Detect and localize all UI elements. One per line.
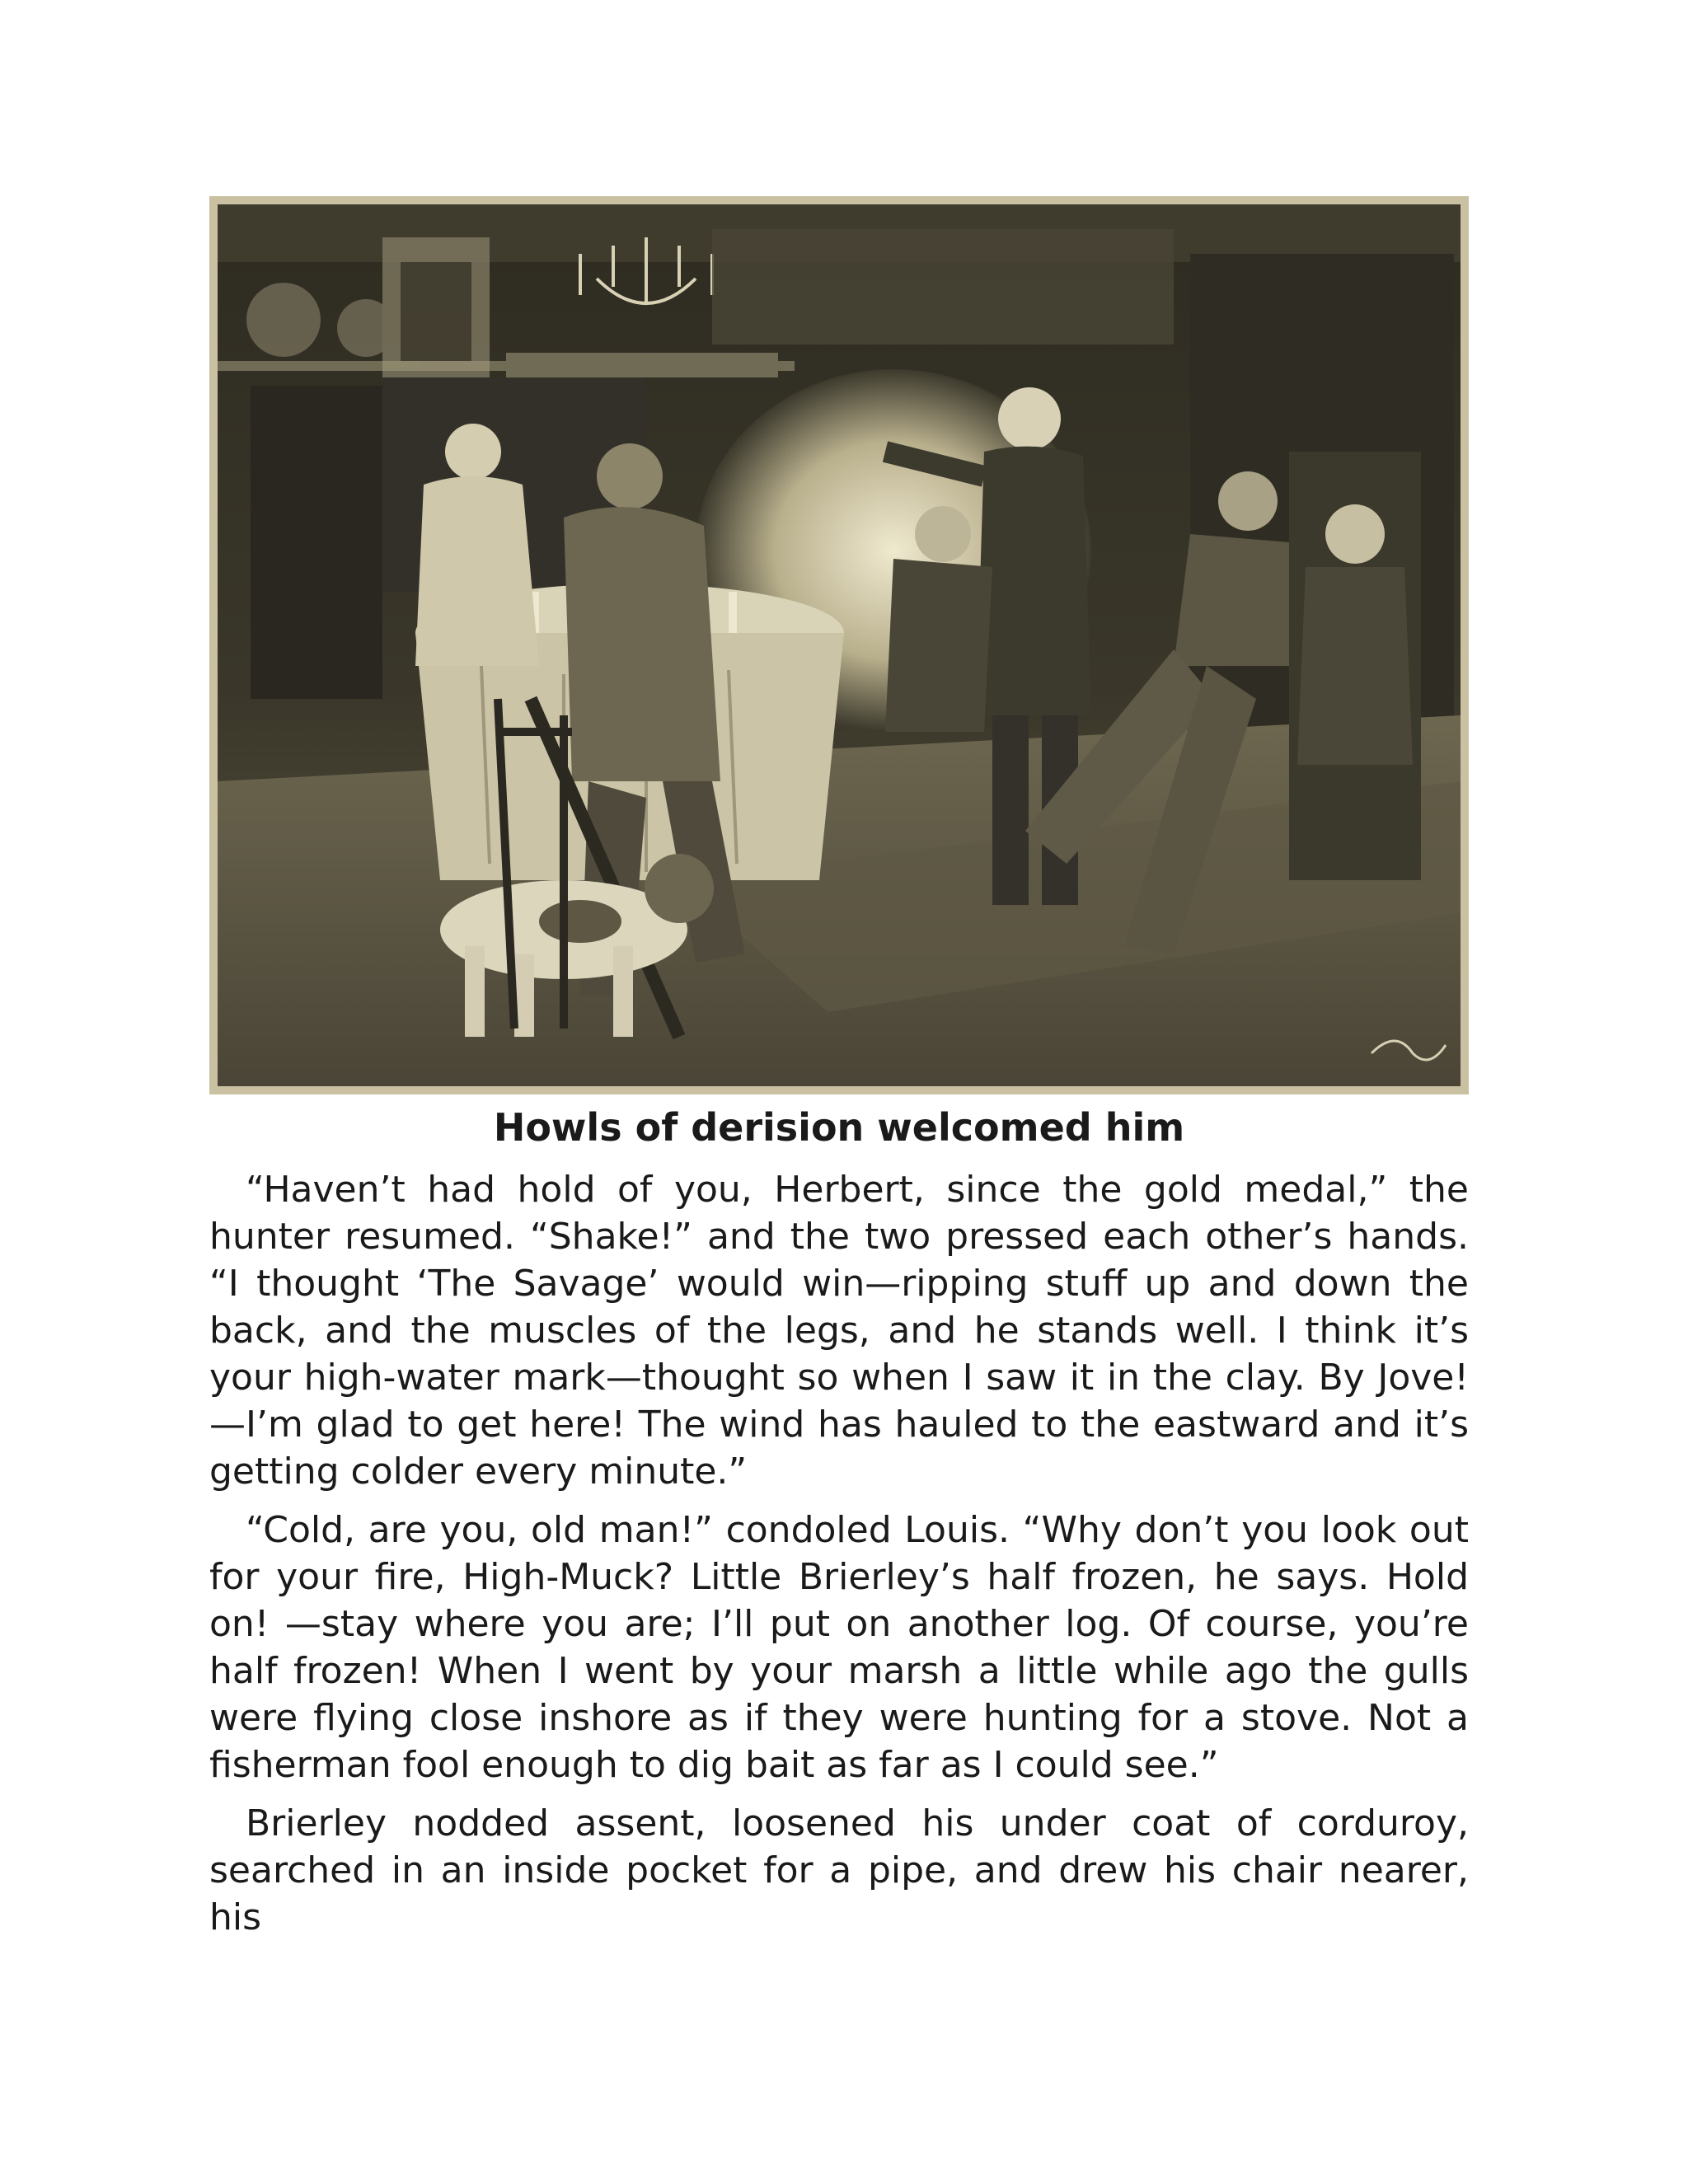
body-text (209, 1166, 1469, 1952)
illustration-caption: Howls of derision welcomed him (493, 1105, 1185, 1150)
engraved-illustration-image (218, 204, 1461, 1086)
paragraph: “Haven’t had hold of you, Herbert, since the gold medal,” the hunter resumed. “Shake!” and the two pressed each other’s hands. “I thought ‘The Savage’ would win—ripping stuff up and down the back, and the muscles of the legs, and he stands well. I think it’s your high-water mark—thought so when I saw it in the clay. By Jove!—I’m glad to get here! The wind has hauled to the eastward and it’s getting colder every minute.” (209, 1169, 1469, 1493)
paragraph: Brierley nodded assent, loosened his under coat of corduroy, searched in an inside pocket for a pipe, and drew his chair nearer, his (209, 1802, 1469, 1938)
illustration-plate (209, 196, 1469, 1094)
paragraph: “Cold, are you, old man!” condoled Louis. “Why don’t you look out for your fire, High-Muck? Little Brierley’s half frozen, he says. Hold on! —stay where you are; I’ll put on another log. Of course, you’re half frozen! When I went by your marsh a little while ago the gulls were flying close inshore as if they were hunting for a stove. Not a fisherman fool enough to dig bait as far as I could see.” (209, 1509, 1469, 1786)
armchair-man-figure (1289, 452, 1421, 880)
